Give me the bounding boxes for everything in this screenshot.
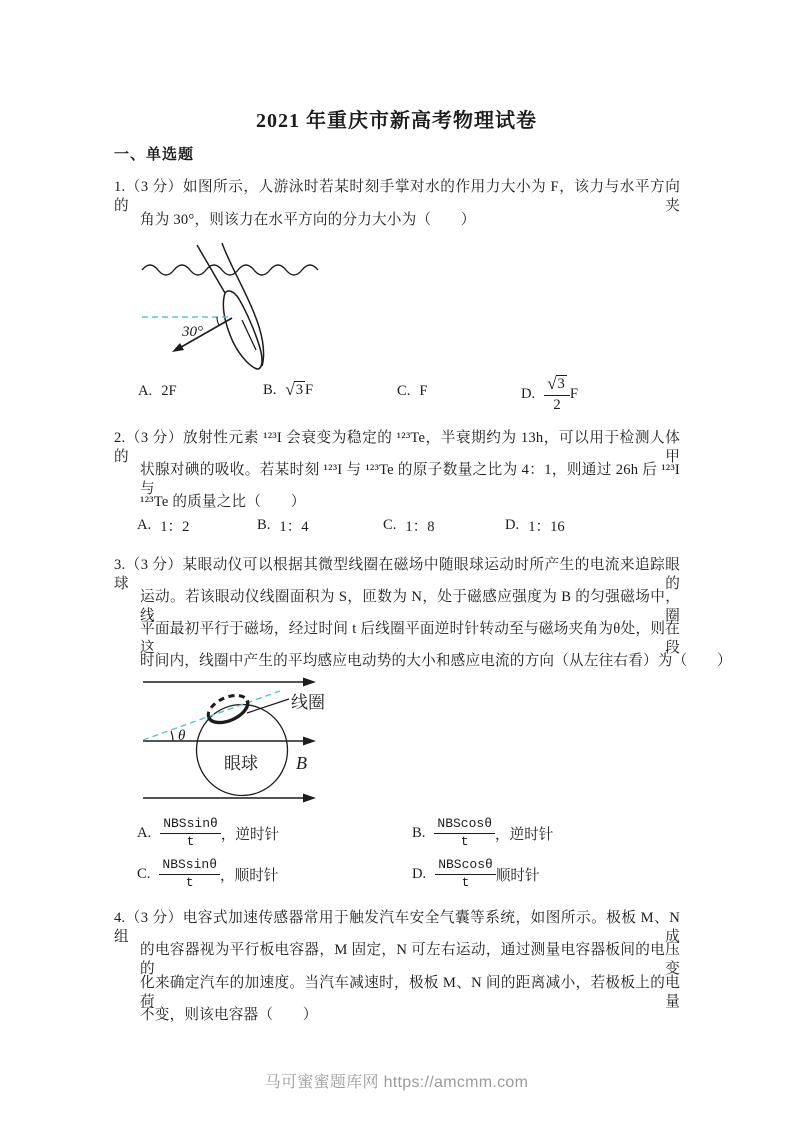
page-title: 2021 年重庆市新高考物理试卷	[256, 110, 537, 132]
q3-option-a-fraction	[160, 817, 221, 850]
q3-option-c	[137, 856, 278, 892]
q3-option-a-suffix: ，逆时针	[220, 826, 280, 843]
q1-option-a-label: A.	[138, 383, 153, 399]
q2-option-b-text: 1：4	[279, 519, 309, 535]
angle-arc	[217, 317, 219, 325]
theta-angle-arc	[171, 731, 173, 741]
q1-option-d-fraction	[544, 375, 570, 414]
eyeball-label: 眼球	[224, 754, 258, 773]
q1-option-b-radical	[285, 381, 305, 399]
theta-label: θ	[178, 728, 186, 744]
q4-line-4: 不变，则该电容器（ ）	[140, 1007, 318, 1023]
q1-option-a	[138, 383, 177, 400]
footer-watermark: 马可蜜蜜题库网 https://amcmm.com	[264, 1074, 529, 1091]
radicand: 3	[557, 376, 565, 392]
q1-option-d-label: D.	[521, 385, 536, 402]
q1-line-1: 1.（3 分）如图所示，人游泳时若某时刻手掌对水的作用力大小为 F，该力与水平方向的夹	[114, 179, 680, 214]
fraction-numerator: NBScosθ	[434, 817, 495, 834]
q3-option-d-label: D.	[412, 865, 427, 882]
q1-line-2: 角为 30°，则该力在水平方向的分力大小为（ ）	[140, 212, 476, 228]
q2-option-a-text: 1：2	[160, 519, 190, 535]
q3-option-d	[412, 856, 540, 892]
fraction-denominator: t	[185, 874, 194, 890]
q4-line-1: 4.（3 分）电容式加速传感器常用于触发汽车安全气囊等系统，如图所示。极板 M、N 组成	[114, 910, 680, 945]
q1-option-b	[263, 381, 313, 399]
field-arrow-top	[143, 678, 316, 687]
section-heading: 一、单选题	[114, 147, 195, 163]
q3-option-a	[137, 815, 279, 851]
q3-line-1: 3.（3 分）某眼动仪可以根据其微型线圈在磁场中随眼球运动时所产生的电流来追踪眼球的	[114, 557, 680, 592]
q1-option-d	[521, 375, 578, 414]
q2-option-c-label: C.	[383, 517, 397, 533]
radical-sign: √	[547, 374, 557, 393]
hand-outline	[223, 291, 262, 369]
q2-option-b-label: B.	[257, 517, 271, 533]
q1-option-c	[397, 383, 428, 400]
q2-option-c	[383, 515, 435, 536]
q3-option-b-label: B.	[412, 824, 426, 841]
q4-line-2: 的电容器视为平行板电容器，M 固定，N 可左右运动，通过测量电容器板间的电压的变	[140, 942, 680, 977]
q2-option-d-text: 1：16	[528, 519, 565, 535]
thumb-line	[242, 320, 256, 350]
fraction-denominator: t	[460, 833, 469, 849]
q2-line-3: ¹²³Te 的质量之比（ ）	[140, 494, 306, 510]
q4-line-3: 化来确定汽车的加速度。当汽车减速时，极板 M、N 间的距离减小，若极板上的电荷量	[140, 975, 680, 1010]
q1-option-b-suffix: F	[305, 381, 314, 398]
q3-option-b-suffix: ，逆时针	[495, 826, 554, 843]
q3-line-4: 时间内，线圈中产生的平均感应电动势的大小和感应电流的方向（从左往右看）为（ ）	[140, 653, 732, 669]
q1-option-b-label: B.	[263, 381, 277, 398]
fraction-numerator: NBSsinθ	[159, 858, 220, 875]
q1-option-c-text: F	[419, 383, 428, 399]
q3-line-2: 运动。若该眼动仪线圈面积为 S，匝数为 N，处于磁感应强度为 B 的匀强磁场中，线圈	[140, 589, 680, 624]
q3-option-b	[412, 815, 553, 851]
coil-label: 线圈	[291, 693, 325, 712]
q3-option-c-fraction	[159, 858, 220, 891]
q1-option-c-label: C.	[397, 383, 411, 399]
q2-line-1: 2.（3 分）放射性元素 ¹²³I 会衰变为稳定的 ¹²³Te，半衰期约为 13h，可以用于检测人体的甲	[114, 430, 680, 465]
q3-option-d-suffix: 顺时针	[495, 867, 540, 884]
force-arrowhead	[172, 343, 184, 352]
q2-option-d	[505, 515, 565, 536]
q1-option-d-suffix: F	[569, 385, 578, 402]
q2-line-2: 状腺对碘的吸收。若某时刻 ¹²³I 与 ¹²³Te 的原子数量之比为 4：1，则通过 26h 后 ¹²³I 与	[140, 462, 680, 497]
fraction-numerator	[544, 375, 570, 396]
q1-option-a-text: 2F	[161, 383, 177, 399]
fraction-numerator: NBScosθ	[435, 858, 496, 875]
coil-plane-dashed-line	[143, 691, 280, 740]
field-arrow-middle	[143, 737, 316, 746]
q3-option-d-fraction	[435, 858, 496, 891]
fraction-denominator: t	[461, 874, 470, 890]
field-arrow-bottom	[143, 794, 316, 803]
q3-option-c-suffix: ，顺时针	[220, 867, 279, 884]
q2-option-b	[257, 515, 309, 536]
q1-figure-swimmer	[136, 240, 328, 380]
q2-option-d-label: D.	[505, 517, 520, 533]
radicand: 3	[295, 382, 304, 398]
q3-option-c-label: C.	[137, 865, 151, 882]
q2-option-a	[137, 515, 189, 536]
q3-line-3: 平面最初平行于磁场，经过时间 t 后线圈平面逆时针转动至与磁场夹角为θ处，则在这段	[140, 621, 680, 656]
q2-option-a-label: A.	[137, 517, 152, 533]
water-wave-line	[142, 265, 318, 275]
q3-figure-eyeball	[140, 672, 342, 812]
q2-option-c-text: 1：8	[405, 519, 435, 535]
q3-option-a-label: A.	[137, 824, 152, 841]
q3-option-b-fraction	[434, 817, 495, 850]
field-b-label: B	[296, 753, 307, 773]
angle-label: 30°	[182, 324, 203, 340]
radical-sign: √	[285, 380, 295, 399]
fraction-numerator: NBSsinθ	[160, 817, 221, 834]
fraction-denominator: t	[186, 833, 195, 849]
fraction-denominator: 2	[553, 396, 561, 413]
